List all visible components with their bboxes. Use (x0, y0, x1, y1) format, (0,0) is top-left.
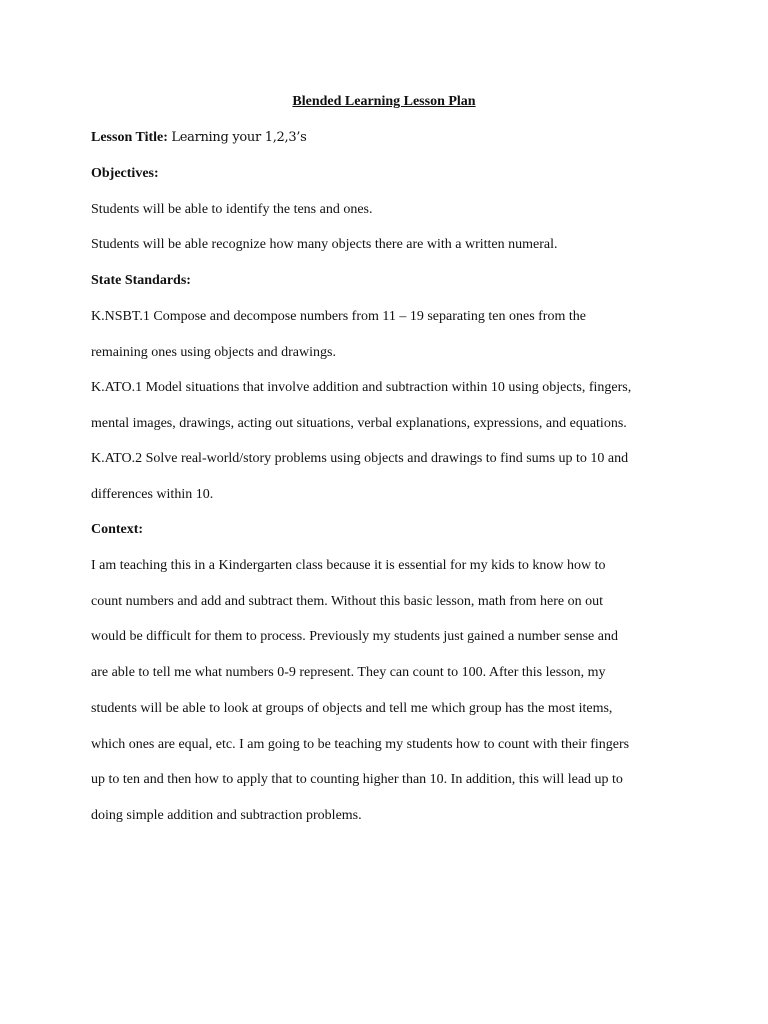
standard-line: K.ATO.2 Solve real-world/story problems using objects and drawings to find sums up to 10 and (91, 451, 629, 466)
context-line: would be difficult for them to process. Previously my students just gained a number sense and (91, 629, 618, 644)
standard-line: mental images, drawings, acting out situations, verbal explanations, expressions, and equations. (91, 416, 627, 431)
standard-line: differences within 10. (91, 487, 214, 502)
lesson-title-line (91, 129, 307, 147)
document-title: Blended Learning Lesson Plan (292, 94, 476, 109)
standard-line: K.ATO.1 Model situations that involve addition and subtraction within 10 using objects, fingers, (91, 380, 632, 395)
context-line: which ones are equal, etc. I am going to be teaching my students how to count with their fingers (91, 737, 630, 752)
context-line: students will be able to look at groups of objects and tell me which group has the most items, (91, 701, 613, 716)
objective-line: Students will be able recognize how many objects there are with a written numeral. (91, 237, 558, 252)
context-line: are able to tell me what numbers 0-9 represent. They can count to 100. After this lesson, my (91, 665, 606, 680)
context-heading: Context: (91, 522, 144, 537)
standard-line: remaining ones using objects and drawings. (91, 345, 336, 360)
lesson-title-value: Learning your 1,2,3’s (171, 130, 307, 145)
objectives-heading: Objectives: (91, 166, 159, 181)
context-line: up to ten and then how to apply that to counting higher than 10. In addition, this will lead up to (91, 772, 623, 787)
context-line: I am teaching this in a Kindergarten class because it is essential for my kids to know how to (91, 558, 606, 573)
lesson-title-label: Lesson Title: (91, 130, 168, 145)
objective-line: Students will be able to identify the tens and ones. (91, 202, 373, 217)
context-line: count numbers and add and subtract them. Without this basic lesson, math from here on out (91, 594, 604, 609)
standard-line: K.NSBT.1 Compose and decompose numbers from 11 – 19 separating ten ones from the (91, 309, 586, 324)
state-standards-heading: State Standards: (91, 273, 191, 288)
context-line: doing simple addition and subtraction problems. (91, 808, 362, 823)
